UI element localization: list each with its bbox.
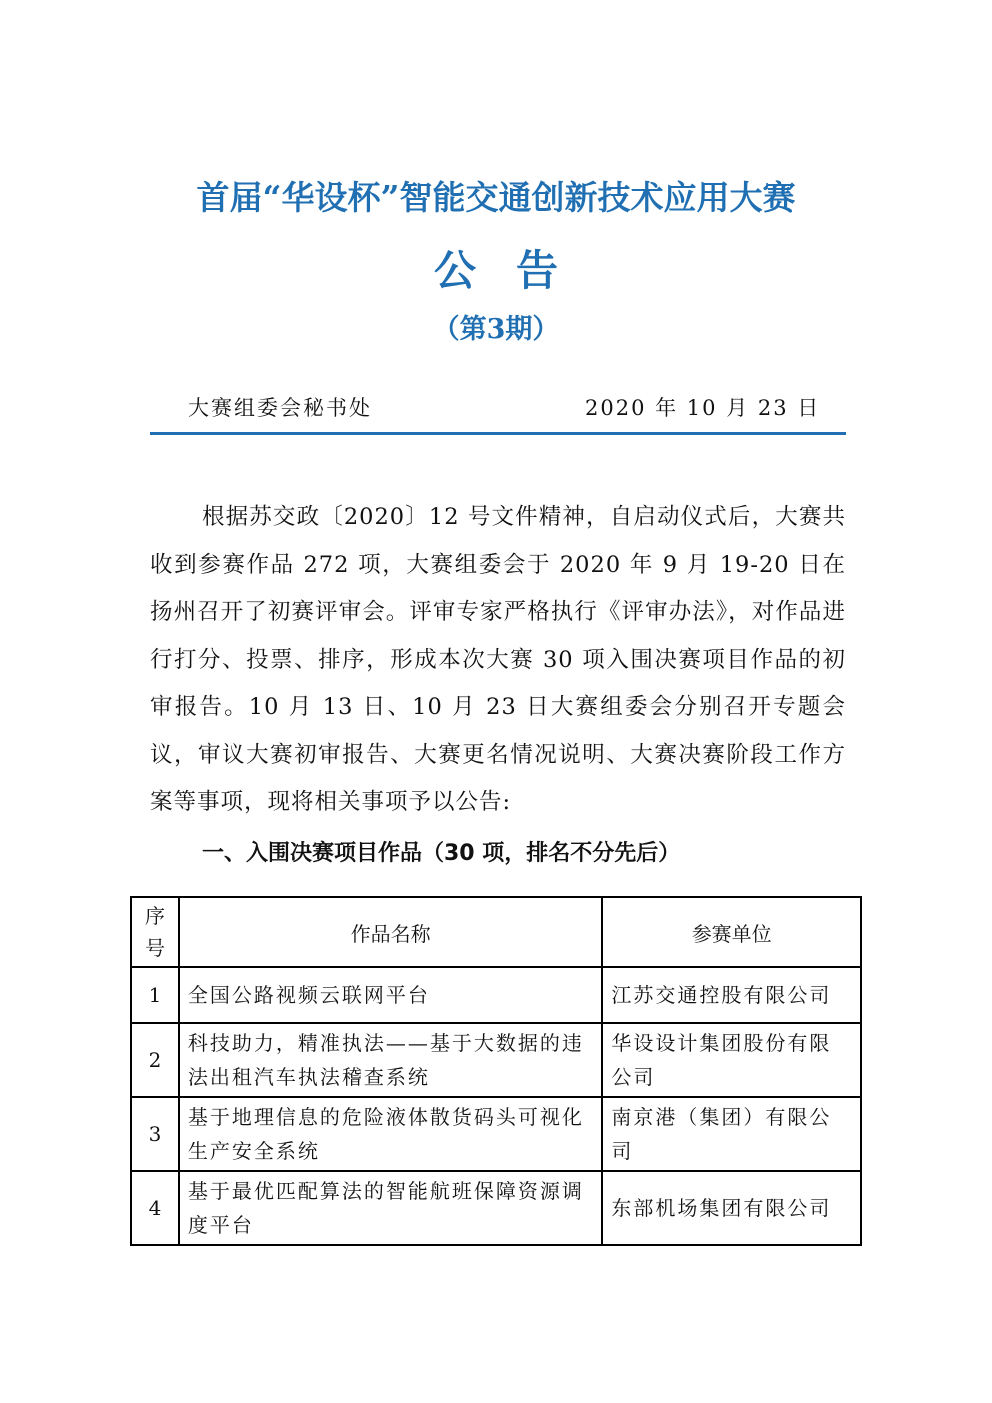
table-row: [131, 1171, 861, 1245]
row-name: 基于地理信息的危险液体散货码头可视化生产安全系统: [179, 1097, 602, 1171]
row-no: 2: [131, 1023, 179, 1097]
row-name: 基于最优匹配算法的智能航班保障资源调度平台: [179, 1171, 602, 1245]
issuer: 大赛组委会秘书处: [188, 396, 372, 420]
finalist-table: [130, 896, 862, 1246]
row-unit: 南京港（集团）有限公司: [602, 1097, 861, 1171]
table-row: [131, 1097, 861, 1171]
row-name: 科技助力，精准执法——基于大数据的违法出租汽车执法稽查系统: [179, 1023, 602, 1097]
header-no: 序号: [131, 897, 179, 967]
row-no: 4: [131, 1171, 179, 1245]
table-row: [131, 1023, 861, 1097]
table-row: [131, 967, 861, 1023]
issue-number: （第3期）: [432, 314, 560, 345]
header-divider: [150, 432, 846, 435]
row-unit: 东部机场集团有限公司: [602, 1171, 861, 1245]
section-heading: 一、入围决赛项目作品（30 项，排名不分先后）: [202, 841, 681, 866]
header-name: 作品名称: [179, 897, 602, 967]
issue-date: 2020 年 10 月 23 日: [585, 396, 821, 420]
document-title: 首届“华设杯”智能交通创新技术应用大赛: [196, 178, 796, 217]
row-name: 全国公路视频云联网平台: [179, 967, 602, 1023]
table-header-row: [131, 897, 861, 967]
row-unit: 华设设计集团股份有限公司: [602, 1023, 861, 1097]
row-no: 3: [131, 1097, 179, 1171]
document-subtitle: 公告: [433, 246, 598, 295]
header-unit: 参赛单位: [602, 897, 861, 967]
body-paragraph: 根据苏交政〔2020〕12 号文件精神，自启动仪式后，大赛共收到参赛作品 272 项，大赛组委会于 2020 年 9 月 19-20 日在扬州召开了初赛评审会。评审专家严格执行《评审办法》，对作品进行打分、投票、排序，形成本次大赛 30 项入围决赛项目作品的初审报告。10 月 13 日、10 月 23 日大赛组委会分别召开专题会议，审议大赛初审报告、大赛更名情况说明、大赛决赛阶段工作方案等事项，现将相关事项予以公告:: [150, 504, 846, 815]
row-unit: 江苏交通控股有限公司: [602, 967, 861, 1023]
row-no: 1: [131, 967, 179, 1023]
